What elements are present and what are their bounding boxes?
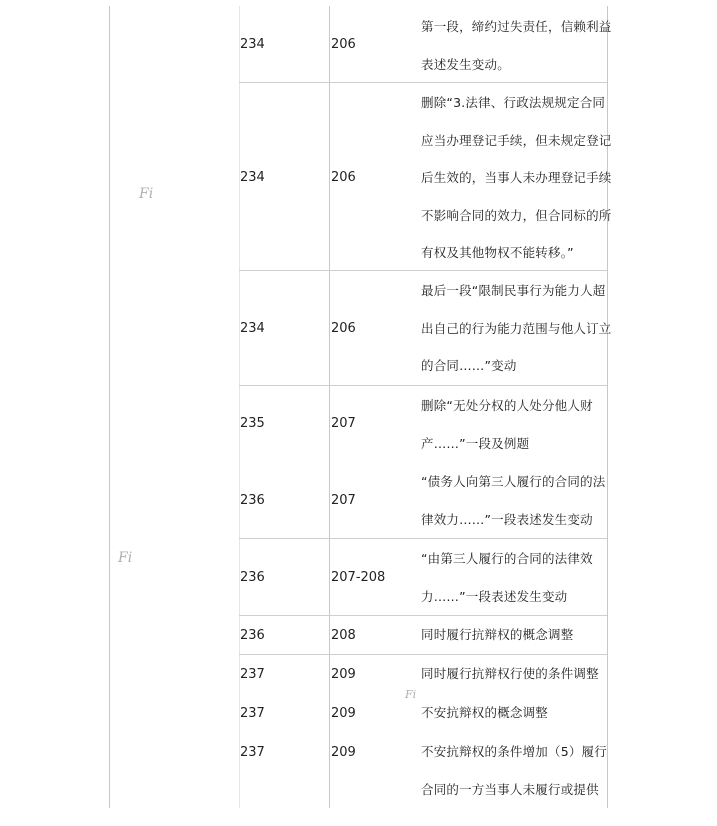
new-page-number: 206 (331, 37, 356, 52)
change-description: 不安抗辩权的概念调整 (421, 705, 549, 720)
new-page-number: 207-208 (331, 570, 386, 585)
change-description: 删除“3.法律、行政法规规定合同应当办理登记手续，但未规定登记后生效的，当事人未办理登记手续不影响合同的效力，但合同标的所有权及其他物权不能转移。” (421, 95, 612, 260)
new-page-number: 207 (331, 493, 356, 508)
scan-artifact-mark: Fi (405, 688, 417, 701)
old-page-number: 234 (240, 37, 265, 52)
new-page-number: 209 (331, 706, 356, 721)
old-page-number: 237 (240, 706, 265, 721)
table-border-left (109, 6, 110, 808)
change-description: 同时履行抗辩权的概念调整 (421, 627, 574, 642)
old-page-number: 235 (240, 416, 265, 431)
scan-artifact-mark: Fi (118, 550, 133, 566)
new-page-number: 208 (331, 628, 356, 643)
old-page-number: 234 (240, 321, 265, 336)
change-description: 第一段，缔约过失责任，信赖利益表述发生变动。 (421, 19, 612, 72)
table-column-divider-faint (239, 6, 240, 808)
new-page-number: 207 (331, 416, 356, 431)
new-page-number: 209 (331, 745, 356, 760)
new-page-number: 209 (331, 667, 356, 682)
table-column-divider (329, 6, 330, 808)
row-separator (239, 385, 607, 386)
new-page-number: 206 (331, 170, 356, 185)
change-description: 不安抗辩权的条件增加（5）履行合同的一方当事人未履行或提供 (421, 744, 607, 797)
scan-artifact-mark: Fi (139, 186, 154, 202)
change-description: “债务人向第三人履行的合同的法律效力……”一段表述发生变动 (421, 474, 606, 527)
change-description: 删除“无处分权的人处分他人财产……”一段及例题 (421, 398, 593, 451)
old-page-number: 236 (240, 493, 265, 508)
old-page-number: 237 (240, 667, 265, 682)
old-page-number: 234 (240, 170, 265, 185)
change-description: 最后一段“限制民事行为能力人超出自己的行为能力范围与他人订立的合同……”变动 (421, 283, 612, 373)
old-page-number: 236 (240, 628, 265, 643)
new-page-number: 206 (331, 321, 356, 336)
change-description: “由第三人履行的合同的法律效力……”一段表述发生变动 (421, 551, 593, 604)
row-separator (239, 538, 607, 539)
old-page-number: 236 (240, 570, 265, 585)
old-page-number: 237 (240, 745, 265, 760)
change-description: 同时履行抗辩权行使的条件调整 (421, 666, 599, 681)
